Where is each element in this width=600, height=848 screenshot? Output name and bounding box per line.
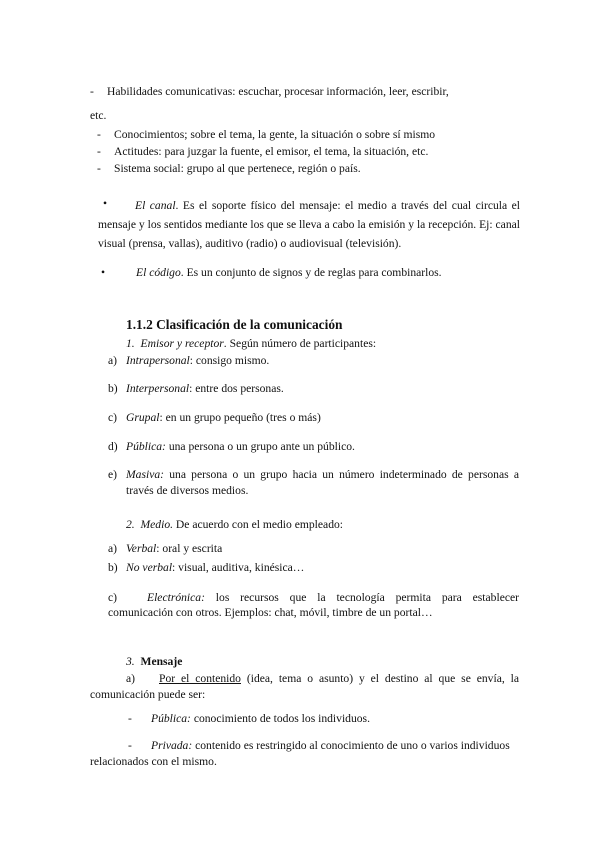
item-text: : entre dos personas. xyxy=(189,382,284,395)
section-heading: 1.1.2 Clasificación de la comunicación xyxy=(126,317,343,332)
term-emisor: Emisor y receptor xyxy=(140,337,224,350)
item-text: contenido es restringido al conocimiento de uno o varios individuos relacionados con el mismo. xyxy=(90,739,510,768)
subsection-number: 2. xyxy=(126,518,135,531)
list-item-verbal xyxy=(126,541,222,557)
dash-marker: - xyxy=(97,162,101,175)
list-item-masiva xyxy=(126,467,519,499)
list-item-actitudes: Actitudes: para juzgar la fuente, el emisor, el tema, la situación, etc. xyxy=(114,145,429,158)
list-item-sistema-social: Sistema social: grupo al que pertenece, región o país. xyxy=(114,162,361,175)
list-item-publica xyxy=(126,439,355,455)
list-item-mensaje-privada xyxy=(90,738,520,770)
codigo-text: . Es un conjunto de signos y de reglas para combinarlos. xyxy=(180,266,442,279)
term-mensaje-privada: Privada: xyxy=(151,739,193,752)
dash-marker: - xyxy=(97,145,101,158)
dash-marker: - xyxy=(128,739,132,752)
list-marker: a) xyxy=(108,354,118,367)
dash-marker: - xyxy=(97,128,101,141)
list-marker: a) xyxy=(126,672,136,685)
dash-marker: - xyxy=(128,712,132,725)
subsection-medio xyxy=(126,517,343,533)
paragraph-canal xyxy=(98,196,520,253)
subsection-emisor xyxy=(126,336,376,352)
term-canal: El canal xyxy=(135,199,176,212)
list-marker: e) xyxy=(108,468,118,481)
item-text: los recursos que la tecnología permita para establecer comunicación con otros. Ejemplos: chat, móvil, timbre de un portal… xyxy=(108,591,519,619)
list-item-electronica xyxy=(108,590,519,620)
item-text: : consigo mismo. xyxy=(189,354,270,367)
contenido-text: (idea, tema o asunto) y el destino al que se envía, la comunicación puede ser: xyxy=(90,672,519,701)
list-item-conocimientos: Conocimientos; sobre el tema, la gente, la situación o sobre sí mismo xyxy=(114,128,436,141)
list-marker: c) xyxy=(108,591,118,604)
underlined-contenido: Por el contenido xyxy=(159,672,241,685)
item-text: una persona o un grupo ante un público. xyxy=(165,440,355,453)
dash-marker: - xyxy=(90,85,94,98)
term-verbal: Verbal xyxy=(126,542,157,555)
term-interpersonal: Interpersonal xyxy=(126,382,190,395)
bullet-marker: • xyxy=(101,266,106,279)
list-item-mensaje-publica xyxy=(151,711,370,727)
subsection-number: 1. xyxy=(126,337,135,350)
term-medio: Medio. xyxy=(140,518,174,531)
term-intrapersonal: Intrapersonal xyxy=(126,354,190,367)
list-item-habilidades: Habilidades comunicativas: escuchar, procesar información, leer, escribir, xyxy=(107,85,449,98)
paragraph-codigo xyxy=(136,265,442,281)
mensaje-title: Mensaje xyxy=(140,655,183,668)
term-publica: Pública: xyxy=(126,440,166,453)
bullet-marker: • xyxy=(103,197,108,210)
term-no-verbal: No verbal xyxy=(126,561,173,574)
list-marker: c) xyxy=(108,411,118,424)
list-item-no-verbal xyxy=(126,560,304,576)
list-marker: b) xyxy=(108,561,118,574)
item-text: conocimiento de todos los individuos. xyxy=(190,712,370,725)
list-item-etc: etc. xyxy=(90,109,107,122)
item-text: : visual, auditiva, kinésica… xyxy=(172,561,305,574)
paragraph-contenido xyxy=(90,671,519,703)
term-masiva: Masiva: xyxy=(126,468,164,481)
term-electronica: Electrónica: xyxy=(147,591,205,604)
list-marker: a) xyxy=(108,542,118,555)
term-grupal: Grupal xyxy=(126,411,160,424)
medio-text: De acuerdo con el medio empleado: xyxy=(173,518,344,531)
canal-text: . Es el soporte físico del mensaje: el medio a través del cual circula el mensaje y los sentidos mediante los que se lleva a cabo la emisión y la recepción. Ej: canal visual (prensa, vallas), auditivo (radio) o audiovisual (televisión). xyxy=(98,199,520,250)
item-text: : en un grupo pequeño (tres o más) xyxy=(159,411,321,424)
subsection-number: 3. xyxy=(126,655,135,668)
emisor-text: . Según número de participantes: xyxy=(223,337,377,350)
term-mensaje-publica: Pública: xyxy=(151,712,191,725)
list-item-grupal xyxy=(126,410,321,426)
list-item-intrapersonal xyxy=(126,353,269,369)
term-codigo: El código xyxy=(136,266,181,279)
item-text: una persona o un grupo hacia un número indeterminado de personas a través de diversos medios. xyxy=(126,468,519,497)
subsection-mensaje xyxy=(126,654,182,670)
item-text: : oral y escrita xyxy=(156,542,223,555)
list-marker: d) xyxy=(108,440,118,453)
list-item-interpersonal xyxy=(126,381,284,397)
list-marker: b) xyxy=(108,382,118,395)
